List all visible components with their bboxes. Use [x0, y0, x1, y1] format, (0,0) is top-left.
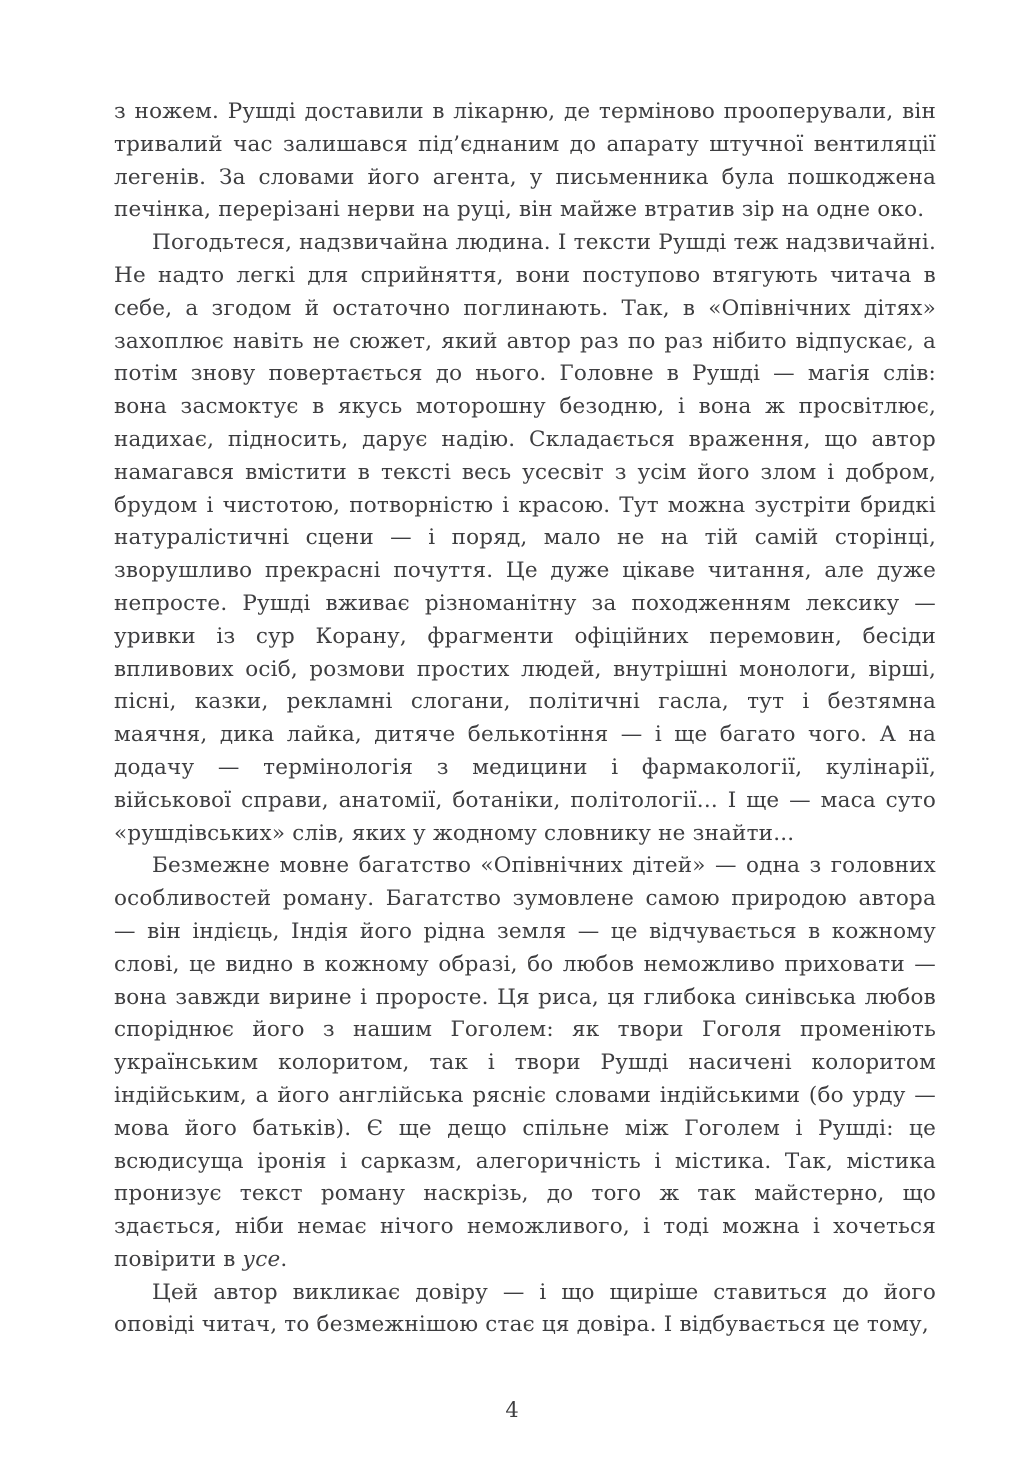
- paragraph: [114, 850, 936, 1276]
- page-number: 4: [505, 1398, 519, 1422]
- body-text: .: [280, 1246, 288, 1272]
- paragraph: [114, 227, 936, 850]
- body-text: Погодьтеся, надзвичайна людина. І тексти Рушді теж надзвичайні. Не надто легкі для сприйняття, вони поступово втягують читача в себе, а згодом й остаточно поглинають. Так, в «Опівнічних дітях» захоплює навіть не сюжет, який автор раз по раз нібито відпускає, а потім знову повертається до нього. Головне в Рушді — магія слів: вона засмоктує в якусь моторошну безодню, і вона ж просвітлює, надихає, підносить, дарує надію. Складається враження, що автор намагався вмістити в тексті весь усесвіт з усім його злом і добром, брудом і чистотою, потворністю і красою. Тут можна зустріти бридкі натуралістичні сцени — і поряд, мало не на тій самій сторінці, зворушливо прекрасні почуття. Це дуже цікаве читання, але дуже непросте. Рушді вживає різноманітну за походженням лексику — уривки із сур Корану, фрагменти офіційних перемовин, бесіди впливових осіб, розмови простих людей, внутрішні монологи, вірші, пісні, казки, рекламні слогани, політичні гасла, тут і безтямна маячня, дика лайка, дитяче белькотіння — і ще багато чого. А на додачу — термінологія з медицини і фармакології, кулінарії, військової справи, анатомії, ботаніки, політології... І ще — маса суто «рушдівських» слів, яких у жодному словнику не знайти...: [114, 230, 936, 846]
- body-text: Безмежне мовне багатство «Опівнічних дітей» — одна з головних особливостей роману. Багатство зумовлене самою природою автора — він індієць, Індія його рідна земля — це відчувається в кожному слові, це видно в кожному образі, бо любов неможливо приховати — вона завжди вирине і проросте. Ця риса, ця глибока синівська любов споріднює його з нашим Гоголем: як твори Гоголя променіють українським колоритом, так і твори Рушді насичені колоритом індійським, а його англійська рясніє словами індійськими (бо урду — мова його батьків). Є ще дещо спільне між Гоголем і Рушді: це всюдисуща іронія і сарказм, алегоричність і містика. Так, містика пронизує текст роману наскрізь, до того ж так майстерно, що здається, ніби немає нічого неможливого, і тоді можна і хочеться повірити в: [114, 853, 936, 1272]
- body-text: з ножем. Рушді доставили в лікарню, де терміново прооперували, він тривалий час залишався під’єднаним до апарату штучної вентиляції легенів. За словами його агента, у письменника була пошкоджена печінка, перерізані нерви на руці, він майже втратив зір на одне око.: [114, 99, 936, 223]
- italic-text: усе: [242, 1246, 281, 1272]
- paragraph: [114, 96, 936, 227]
- body-text: Цей автор викликає довіру — і що щиріше ставиться до його оповіді читач, то безмежнішою стає ця довіра. І відбувається це тому,: [114, 1279, 936, 1338]
- text-block: [114, 96, 936, 1342]
- paragraph: [114, 1277, 936, 1343]
